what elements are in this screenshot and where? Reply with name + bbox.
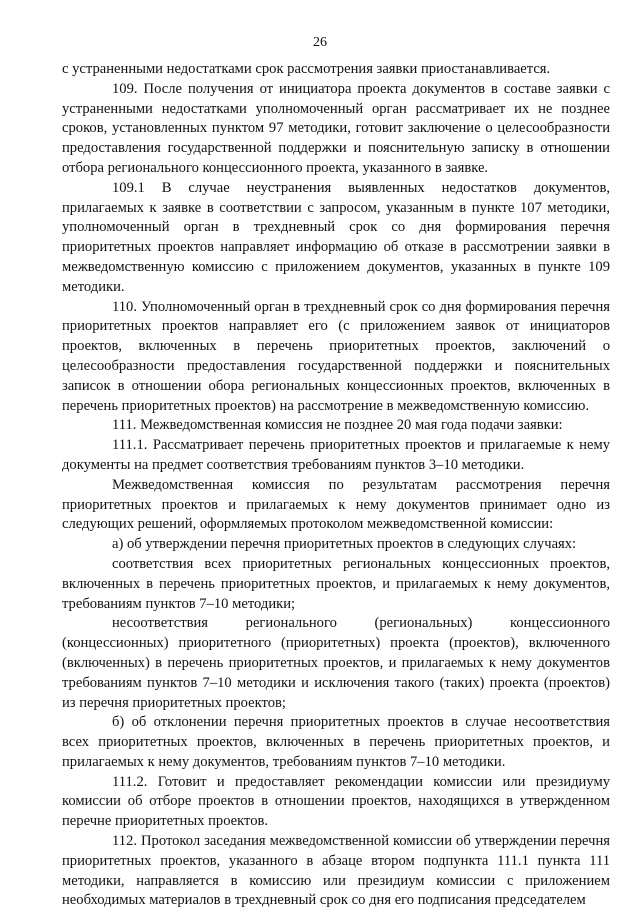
paragraph-112: 112. Протокол заседания межведомственной комиссии об утверждении перечня приоритетных проектов, указанного в абзаце втором подпункта 111.1 пункта 111 методики, направляется в комиссию или президиум комиссии с приложением необходимых материалов в трехдневный срок со дня его подписания председателем (62, 833, 610, 909)
paragraph-option-a-case-2: несоответствия регионального (региональных) концессионного (концессионных) приоритетного (приоритетных) проекта (проектов), включенного (включенных) в перечень приоритетных проектов, и прилагаемых к нему документов требованиям пунктов 7–10 методики и исключения такого (таких) проекта (проектов) из перечня приоритетных проектов; (62, 615, 610, 711)
paragraph-111: 111. Межведомственная комиссия не позднее 20 мая года подачи заявки: (112, 417, 563, 434)
paragraph-111-1: 111.1. Рассматривает перечень приоритетных проектов и прилагаемые к нему документы на предмет соответствия требованиям пунктов 3–10 методики. (62, 437, 610, 473)
paragraph-option-a: а) об утверждении перечня приоритетных проектов в следующих случаях: (112, 536, 577, 553)
page-number: 26 (313, 35, 327, 50)
paragraph-option-b: б) об отклонении перечня приоритетных проектов в случае несоответствия всех приоритетных проектов, включенных в перечень приоритетных проектов, и прилагаемых к нему документов, требованиям пунктов 7–10 методики. (62, 714, 610, 770)
paragraph-continuation: с устраненными недостатками срок рассмотрения заявки приостанавливается. (62, 61, 551, 77)
paragraph-109-1: 109.1 В случае неустранения выявленных недостатков документов, прилагаемых к заявке в соответствии с запросом, указанным в пункте 107 методики, уполномоченный орган в трехдневный срок со дня формирования перечня приоритетных проектов направляет информацию об отказе в рассмотрении заявки в межведомственную комиссию с приложением документов, указанных в пункте 109 методики. (62, 179, 610, 295)
document-body (62, 60, 610, 911)
paragraph-110: 110. Уполномоченный орган в трехдневный срок со дня формирования перечня приоритетных проектов направляет его (с приложением заявок от инициаторов проектов, включенных в перечень приоритетных проектов, заключений о целесообразности предоставления государственной поддержки и пояснительных записок в отношении обора региональных концессионных проектов, включенных в перечень приоритетных проектов) на рассмотрение в межведомственную комиссию. (62, 298, 610, 414)
paragraph-decisions-intro: Межведомственная комиссия по результатам рассмотрения перечня приоритетных проектов и прилагаемых к нему документов принимает одно из следующих решений, оформляемых протоколом межведомственной комиссии: (62, 476, 610, 533)
paragraph-option-a-case-1: соответствия всех приоритетных региональных концессионных проектов, включенных в перечень приоритетных проектов, и прилагаемых к нему документов, требованиям пунктов 7–10 методики; (62, 555, 610, 612)
paragraph-111-2: 111.2. Готовит и предоставляет рекомендации комиссии или президиуму комиссии об отборе проектов в отношении проектов, находящихся в утвержденном перечне приоритетных проектов. (62, 773, 610, 830)
paragraph-109: 109. После получения от инициатора проекта документов в составе заявки с устраненными недостатками уполномоченный орган рассматривает их не позднее сроков, установленных пунктом 97 методики, готовит заключение о целесообразности предоставления государственной поддержки и пояснительную записку в отношении отбора регионального концессионного проекта, указанного в заявке. (62, 80, 610, 176)
